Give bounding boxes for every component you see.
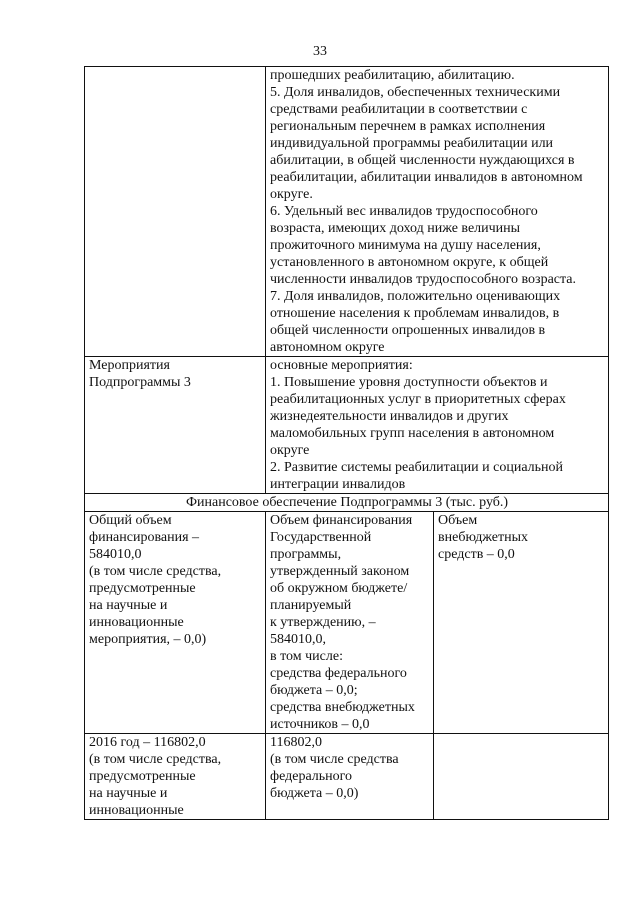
text-line: Мероприятия [89, 358, 170, 373]
total-funding-cell [85, 512, 266, 734]
text-line: прошедших реабилитацию, абилитацию. [270, 68, 515, 83]
year-total-cell [85, 734, 266, 820]
finance-header: Финансовое обеспечение Подпрограммы 3 (тыс. руб.) [85, 494, 609, 512]
text-line: Подпрограммы 3 [89, 375, 191, 390]
text-line: Государственной [270, 530, 372, 545]
text-line: 2016 год – 116802,0 [89, 735, 206, 750]
text-line: 584010,0 [89, 547, 142, 562]
text-line: прожиточного минимума на душу населения, [270, 238, 541, 253]
text-line: возраста, имеющих доход ниже величины [270, 221, 521, 236]
text-line: 7. Доля инвалидов, положительно оценивающих [270, 289, 561, 304]
text-line: бюджета – 0,0) [270, 786, 359, 801]
text-line: округе [270, 443, 310, 458]
text-line: инновационные [89, 803, 184, 818]
text-line: к утверждению, – [270, 615, 376, 630]
text-line: реабилитационных услуг в приоритетных сферах [270, 392, 566, 407]
text-line: региональным перечнем в рамках исполнения [270, 119, 546, 134]
program-passport-table [84, 66, 609, 820]
text-line: на научные и [89, 598, 168, 613]
page-number: 33 [313, 44, 327, 59]
extrabudgetary-funding-cell [434, 512, 609, 734]
text-line: 584010,0, [270, 632, 326, 647]
text-line: 1. Повышение уровня доступности объектов и [270, 375, 548, 390]
text-line: средствами реабилитации в соответствии с [270, 102, 528, 117]
year-extrabudgetary-cell [434, 734, 609, 820]
text-line: средства федерального [270, 666, 407, 681]
text-line: индивидуальной программы реабилитации или [270, 136, 554, 151]
text-line: численности инвалидов трудоспособного возраста. [270, 272, 577, 287]
text-line: средств – 0,0 [438, 547, 515, 562]
text-line: инновационные [89, 615, 184, 630]
text-line: утвержденный законом [270, 564, 410, 579]
text-line: автономном округе [270, 340, 385, 355]
finance-total-row [85, 512, 609, 734]
measures-label-cell [85, 357, 266, 494]
text-line: программы, [270, 547, 342, 562]
text-line: 5. Доля инвалидов, обеспеченных техническими [270, 85, 561, 100]
text-line: (в том числе средства, [89, 752, 222, 767]
text-line: жизнедеятельности инвалидов и других [270, 409, 509, 424]
indicators-text-cell [266, 67, 609, 357]
text-line: абилитации, в общей численности нуждающихся в [270, 153, 575, 168]
text-line: мероприятия, – 0,0) [89, 632, 207, 647]
year-program-cell [266, 734, 434, 820]
text-line: Общий объем [89, 513, 172, 528]
text-line: маломобильных групп населения в автономном [270, 426, 555, 441]
indicators-continuation-row [85, 67, 609, 357]
text-line: интеграции инвалидов [270, 477, 406, 492]
text-line: об окружном бюджете/ [270, 581, 408, 596]
text-line: предусмотренные [89, 769, 196, 784]
text-line: планируемый [270, 598, 352, 613]
text-line: установленного в автономном округе, к общей [270, 255, 549, 270]
measures-text-cell [266, 357, 609, 494]
text-line: Объем финансирования [270, 513, 413, 528]
text-line: основные мероприятия: [270, 358, 413, 373]
text-line: в том числе: [270, 649, 343, 664]
indicators-label-cell [85, 67, 266, 357]
text-line: (в том числе средства, [89, 564, 222, 579]
finance-header-row [85, 494, 609, 512]
program-funding-cell [266, 512, 434, 734]
measures-row [85, 357, 609, 494]
text-line: отношение населения к проблемам инвалидов, в [270, 306, 560, 321]
text-line: бюджета – 0,0; [270, 683, 358, 698]
text-line: общей численности опрошенных инвалидов в [270, 323, 546, 338]
text-line: федерального [270, 769, 353, 784]
text-line: внебюджетных [438, 530, 529, 545]
text-line: реабилитации, абилитации инвалидов в автономном [270, 170, 583, 185]
finance-year-row [85, 734, 609, 820]
text-line: 6. Удельный вес инвалидов трудоспособного [270, 204, 538, 219]
text-line: на научные и [89, 786, 168, 801]
text-line: предусмотренные [89, 581, 196, 596]
text-line: 2. Развитие системы реабилитации и социальной [270, 460, 564, 475]
text-line: округе. [270, 187, 313, 202]
text-line: источников – 0,0 [270, 717, 370, 732]
text-line: (в том числе средства [270, 752, 399, 767]
text-line: средства внебюджетных [270, 700, 415, 715]
text-line: финансирования – [89, 530, 200, 545]
text-line: Объем [438, 513, 478, 528]
text-line: 116802,0 [270, 735, 322, 750]
